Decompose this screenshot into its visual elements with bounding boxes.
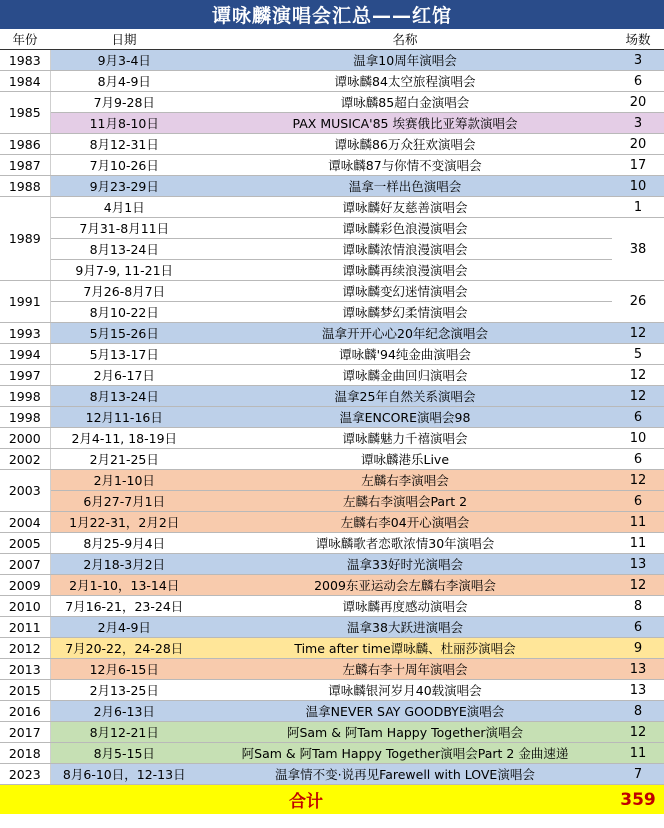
count-cell: 11 [612, 533, 664, 554]
concert-name-cell: 左麟右李04开心演唱会 [198, 512, 612, 533]
header-name: 名称 [198, 29, 612, 50]
count-cell: 5 [612, 344, 664, 365]
concert-name-cell: 温拿10周年演唱会 [198, 50, 612, 71]
year-cell: 2005 [0, 533, 50, 554]
concert-name-cell: 谭咏麟变幻迷情演唱会 [198, 281, 612, 302]
table-row [0, 638, 664, 659]
count-cell: 12 [612, 575, 664, 596]
table-row [0, 134, 664, 155]
count-cell: 12 [612, 722, 664, 743]
table-row [0, 575, 664, 596]
concert-name-cell: 温拿情不变·说再见Farewell with LOVE演唱会 [198, 764, 612, 785]
date-cell: 2月1-10日 [50, 470, 198, 491]
year-cell: 1998 [0, 407, 50, 428]
date-cell: 7月10-26日 [50, 155, 198, 176]
table-row [0, 260, 664, 281]
total-value: 359 [612, 785, 664, 815]
date-cell: 8月6-10日，12-13日 [50, 764, 198, 785]
year-cell: 1986 [0, 134, 50, 155]
concert-name-cell: 温拿开开心心20年纪念演唱会 [198, 323, 612, 344]
date-cell: 9月7-9, 11-21日 [50, 260, 198, 281]
date-cell: 8月5-15日 [50, 743, 198, 764]
table-row [0, 365, 664, 386]
concert-name-cell: 谭咏麟86万众狂欢演唱会 [198, 134, 612, 155]
date-cell: 2月21-25日 [50, 449, 198, 470]
year-cell: 1983 [0, 50, 50, 71]
date-cell: 8月10-22日 [50, 302, 198, 323]
table-row [0, 533, 664, 554]
count-cell: 6 [612, 617, 664, 638]
table-row [0, 428, 664, 449]
concert-name-cell: 谭咏麟再续浪漫演唱会 [198, 260, 612, 281]
count-cell: 3 [612, 113, 664, 134]
year-cell: 2007 [0, 554, 50, 575]
date-cell: 12月6-15日 [50, 659, 198, 680]
count-cell: 13 [612, 680, 664, 701]
year-cell: 1993 [0, 323, 50, 344]
table-row [0, 491, 664, 512]
date-cell: 2月13-25日 [50, 680, 198, 701]
concert-name-cell: 谭咏麟再度感动演唱会 [198, 596, 612, 617]
year-cell: 1989 [0, 197, 50, 281]
date-cell: 6月27-7月1日 [50, 491, 198, 512]
concert-name-cell: 谭咏麟84太空旅程演唱会 [198, 71, 612, 92]
concert-name-cell: 左麟右李演唱会 [198, 470, 612, 491]
table-row [0, 722, 664, 743]
concert-name-cell: 谭咏麟魅力千禧演唱会 [198, 428, 612, 449]
table-row [0, 92, 664, 113]
count-cell: 13 [612, 659, 664, 680]
count-cell: 11 [612, 743, 664, 764]
year-cell: 1991 [0, 281, 50, 323]
year-cell: 1987 [0, 155, 50, 176]
year-cell: 2009 [0, 575, 50, 596]
date-cell: 12月11-16日 [50, 407, 198, 428]
year-cell: 2013 [0, 659, 50, 680]
count-cell: 10 [612, 176, 664, 197]
date-cell: 8月12-21日 [50, 722, 198, 743]
concert-name-cell: 温拿38大跃进演唱会 [198, 617, 612, 638]
concert-name-cell: 温拿一样出色演唱会 [198, 176, 612, 197]
concert-name-cell: 左麟右李演唱会Part 2 [198, 491, 612, 512]
year-cell: 2023 [0, 764, 50, 785]
concert-name-cell: PAX MUSICA'85 埃赛俄比亚筹款演唱会 [198, 113, 612, 134]
year-cell: 1984 [0, 71, 50, 92]
count-cell: 6 [612, 71, 664, 92]
table-row [0, 386, 664, 407]
year-cell: 1994 [0, 344, 50, 365]
count-cell: 6 [612, 491, 664, 512]
table-row [0, 113, 664, 134]
sheet-title: 谭咏麟演唱会汇总——红馆 [0, 0, 664, 29]
header-year: 年份 [0, 29, 50, 50]
concert-name-cell: 阿Sam & 阿Tam Happy Together演唱会Part 2 金曲速递 [198, 743, 612, 764]
concert-name-cell: 谭咏麟浓情浪漫演唱会 [198, 239, 612, 260]
concert-name-cell: 谭咏麟87与你情不变演唱会 [198, 155, 612, 176]
count-cell: 20 [612, 92, 664, 113]
table-row [0, 554, 664, 575]
count-cell: 38 [612, 218, 664, 281]
year-cell: 2003 [0, 470, 50, 512]
count-cell: 12 [612, 470, 664, 491]
year-cell: 2017 [0, 722, 50, 743]
date-cell: 2月6-17日 [50, 365, 198, 386]
header-count: 场数 [612, 29, 664, 50]
table-row [0, 701, 664, 722]
count-cell: 3 [612, 50, 664, 71]
date-cell: 8月12-31日 [50, 134, 198, 155]
concert-name-cell: 温拿NEVER SAY GOODBYE演唱会 [198, 701, 612, 722]
year-cell: 1988 [0, 176, 50, 197]
date-cell: 7月20-22，24-28日 [50, 638, 198, 659]
date-cell: 2月4-11, 18-19日 [50, 428, 198, 449]
year-cell: 2018 [0, 743, 50, 764]
year-cell: 2011 [0, 617, 50, 638]
concert-name-cell: 谭咏麟歌者恋歌浓情30年演唱会 [198, 533, 612, 554]
table-row [0, 50, 664, 71]
header-row [0, 29, 664, 50]
count-cell: 9 [612, 638, 664, 659]
year-cell: 2015 [0, 680, 50, 701]
date-cell: 5月13-17日 [50, 344, 198, 365]
year-cell: 1985 [0, 92, 50, 134]
concert-table [0, 29, 664, 814]
table-row [0, 302, 664, 323]
date-cell: 2月4-9日 [50, 617, 198, 638]
date-cell: 8月25-9月4日 [50, 533, 198, 554]
count-cell: 12 [612, 323, 664, 344]
table-body [0, 50, 664, 785]
count-cell: 12 [612, 386, 664, 407]
year-cell: 2012 [0, 638, 50, 659]
date-cell: 9月3-4日 [50, 50, 198, 71]
date-cell: 9月23-29日 [50, 176, 198, 197]
table-row [0, 764, 664, 785]
header-date: 日期 [50, 29, 198, 50]
table-row [0, 617, 664, 638]
date-cell: 7月31-8月11日 [50, 218, 198, 239]
concert-name-cell: 谭咏麟港乐Live [198, 449, 612, 470]
date-cell: 11月8-10日 [50, 113, 198, 134]
count-cell: 6 [612, 407, 664, 428]
table-row [0, 512, 664, 533]
concert-name-cell: 谭咏麟金曲回归演唱会 [198, 365, 612, 386]
concert-name-cell: Time after time谭咏麟、杜丽莎演唱会 [198, 638, 612, 659]
table-row [0, 470, 664, 491]
table-row [0, 680, 664, 701]
date-cell: 1月22-31，2月2日 [50, 512, 198, 533]
concert-name-cell: 温拿33好时光演唱会 [198, 554, 612, 575]
concert-name-cell: 谭咏麟85超白金演唱会 [198, 92, 612, 113]
table-row [0, 155, 664, 176]
date-cell: 8月13-24日 [50, 239, 198, 260]
year-cell: 2010 [0, 596, 50, 617]
count-cell: 8 [612, 701, 664, 722]
year-cell: 2004 [0, 512, 50, 533]
date-cell: 4月1日 [50, 197, 198, 218]
count-cell: 7 [612, 764, 664, 785]
date-cell: 7月16-21，23-24日 [50, 596, 198, 617]
count-cell: 17 [612, 155, 664, 176]
table-row [0, 743, 664, 764]
count-cell: 26 [612, 281, 664, 323]
concert-name-cell: 谭咏麟梦幻柔情演唱会 [198, 302, 612, 323]
date-cell: 2月18-3月2日 [50, 554, 198, 575]
count-cell: 1 [612, 197, 664, 218]
year-cell: 2016 [0, 701, 50, 722]
table-row [0, 197, 664, 218]
table-row [0, 407, 664, 428]
table-row [0, 596, 664, 617]
table-row [0, 659, 664, 680]
date-cell: 8月13-24日 [50, 386, 198, 407]
date-cell: 2月1-10，13-14日 [50, 575, 198, 596]
table-row [0, 218, 664, 239]
year-cell: 2000 [0, 428, 50, 449]
year-cell: 2002 [0, 449, 50, 470]
concert-name-cell: 2009东亚运动会左麟右李演唱会 [198, 575, 612, 596]
concert-name-cell: 谭咏麟银河岁月40载演唱会 [198, 680, 612, 701]
concert-name-cell: 温拿25年自然关系演唱会 [198, 386, 612, 407]
table-row [0, 323, 664, 344]
count-cell: 12 [612, 365, 664, 386]
concert-name-cell: 谭咏麟好友慈善演唱会 [198, 197, 612, 218]
table-row [0, 449, 664, 470]
table-row [0, 71, 664, 92]
year-cell: 1997 [0, 365, 50, 386]
count-cell: 13 [612, 554, 664, 575]
count-cell: 10 [612, 428, 664, 449]
concert-name-cell: 谭咏麟彩色浪漫演唱会 [198, 218, 612, 239]
concert-name-cell: 左麟右李十周年演唱会 [198, 659, 612, 680]
concert-name-cell: 温拿ENCORE演唱会98 [198, 407, 612, 428]
date-cell: 8月4-9日 [50, 71, 198, 92]
count-cell: 8 [612, 596, 664, 617]
count-cell: 20 [612, 134, 664, 155]
total-row [0, 785, 664, 815]
table-row [0, 281, 664, 302]
year-cell: 1998 [0, 386, 50, 407]
concert-name-cell: 谭咏麟'94纯金曲演唱会 [198, 344, 612, 365]
count-cell: 11 [612, 512, 664, 533]
date-cell: 2月6-13日 [50, 701, 198, 722]
date-cell: 5月15-26日 [50, 323, 198, 344]
table-row [0, 176, 664, 197]
date-cell: 7月26-8月7日 [50, 281, 198, 302]
total-label: 合计 [0, 785, 612, 815]
count-cell: 6 [612, 449, 664, 470]
table-row [0, 239, 664, 260]
table-row [0, 344, 664, 365]
date-cell: 7月9-28日 [50, 92, 198, 113]
concert-name-cell: 阿Sam & 阿Tam Happy Together演唱会 [198, 722, 612, 743]
